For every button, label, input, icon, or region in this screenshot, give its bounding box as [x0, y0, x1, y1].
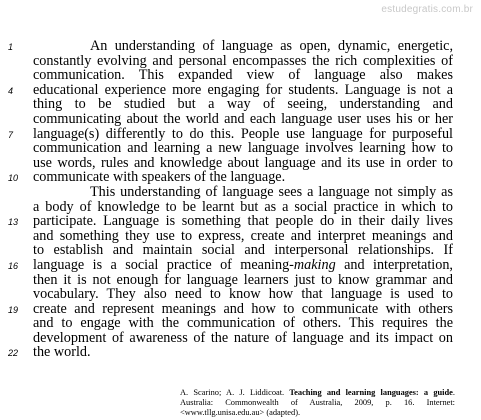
passage-text — [8, 39, 453, 361]
text-segment: educational experience more engaging for students. Language is not a — [33, 82, 453, 98]
text-segment: vocabulary. They also need to know how that language is used to — [33, 287, 453, 302]
passage-line — [8, 301, 453, 317]
text-segment: communication. This expanded view of language also makes — [33, 68, 453, 83]
text-segment: language is a social practice of meaning- — [33, 257, 294, 273]
citation-title: Teaching and learning languages: a guide — [289, 388, 453, 397]
text-segment: and something they use to express, create and interpret meanings and — [33, 228, 453, 244]
passage-line — [33, 243, 453, 258]
passage-line — [8, 214, 453, 229]
line-text — [33, 127, 453, 142]
text-segment: to establish and maintain social and interpersonal relationships. If — [33, 243, 453, 258]
passage-line — [33, 54, 453, 69]
text-segment: development of awareness of the nature of language and its impact on — [33, 330, 453, 346]
passage-line — [33, 68, 453, 83]
line-text — [33, 83, 453, 98]
text-segment: An understanding of language as open, dynamic, energetic, — [90, 39, 453, 54]
text-segment: communicating about the world and each language user uses his or her — [33, 111, 453, 127]
passage-line — [33, 287, 453, 302]
text-segment: then it is not enough for language learners just to know grammar and — [33, 272, 453, 288]
text-segment: thing to be studied but a way of seeing, understanding and — [33, 97, 453, 112]
line-text — [33, 156, 453, 171]
passage-line — [33, 141, 453, 156]
passage-line — [8, 82, 453, 98]
line-number: 13 — [8, 217, 19, 228]
text-segment: constantly evolving and personal encompasses the rich complexities of — [33, 53, 453, 69]
text-segment: the world. — [33, 345, 91, 361]
text-segment: language(s) differently to do this. People use language for purposeful — [33, 126, 453, 142]
passage-line — [33, 331, 453, 346]
passage-line — [8, 39, 453, 54]
line-number: 7 — [8, 129, 14, 140]
line-number: 22 — [8, 348, 19, 359]
line-number: 1 — [8, 42, 14, 52]
passage-line — [33, 156, 453, 171]
line-text — [33, 112, 453, 127]
text-segment: a body of knowledge to be learnt but as a social practice in which to — [33, 199, 453, 215]
citation-rest: . Australia: Commonwealth of Australia, 2009, p. 16. Internet: <www.tllg.unisa.edu.au> (adapted). — [180, 388, 455, 417]
passage-line — [33, 316, 453, 331]
line-text — [33, 68, 453, 83]
passage-line — [8, 257, 453, 273]
passage-line — [33, 200, 453, 215]
citation-authors: A. Scarino; A. J. Liddicoat. — [180, 388, 285, 397]
line-text — [33, 287, 453, 302]
line-text — [33, 331, 453, 346]
line-text — [33, 302, 453, 317]
line-text — [33, 214, 453, 229]
line-text — [33, 54, 453, 69]
line-text — [33, 229, 453, 244]
text-segment: This understanding of language sees a language not simply as — [90, 184, 453, 200]
line-text — [33, 97, 453, 112]
text-segment: and interpretation, — [335, 257, 453, 273]
text-segment: create and represent meanings and how to communicate with others — [33, 301, 453, 317]
line-number: 16 — [8, 260, 19, 271]
line-text — [90, 185, 453, 200]
text-segment: communicate with speakers of the language. — [33, 170, 286, 185]
text-segment: participate. Language is something that people do in their daily lives — [33, 214, 453, 229]
line-text — [90, 39, 453, 54]
text-segment: and to engage with the communication of others. This requires the — [33, 316, 453, 331]
line-text — [33, 316, 453, 331]
text-segment: communication and learning a new language involves learning how to — [33, 141, 453, 156]
passage-line — [8, 126, 453, 142]
source-citation — [180, 388, 455, 418]
line-number: 4 — [8, 85, 14, 96]
line-text — [33, 243, 453, 258]
passage-line — [33, 97, 453, 112]
line-text — [33, 200, 453, 215]
line-text — [33, 345, 453, 360]
passage-line — [33, 112, 453, 127]
line-text — [33, 258, 453, 273]
line-number: 19 — [8, 304, 19, 315]
line-text — [33, 141, 453, 156]
passage-line — [33, 185, 453, 200]
line-text — [33, 273, 453, 288]
passage-line — [33, 229, 453, 244]
passage-line — [33, 273, 453, 288]
line-text — [33, 170, 453, 185]
text-segment: use words, rules and knowledge about language and its use in order to — [33, 155, 453, 171]
site-watermark: estudegratis.com.br — [381, 4, 473, 15]
passage-line — [8, 170, 453, 185]
italic-text: making — [293, 257, 336, 273]
passage-line — [8, 345, 453, 361]
line-number: 10 — [8, 173, 19, 184]
